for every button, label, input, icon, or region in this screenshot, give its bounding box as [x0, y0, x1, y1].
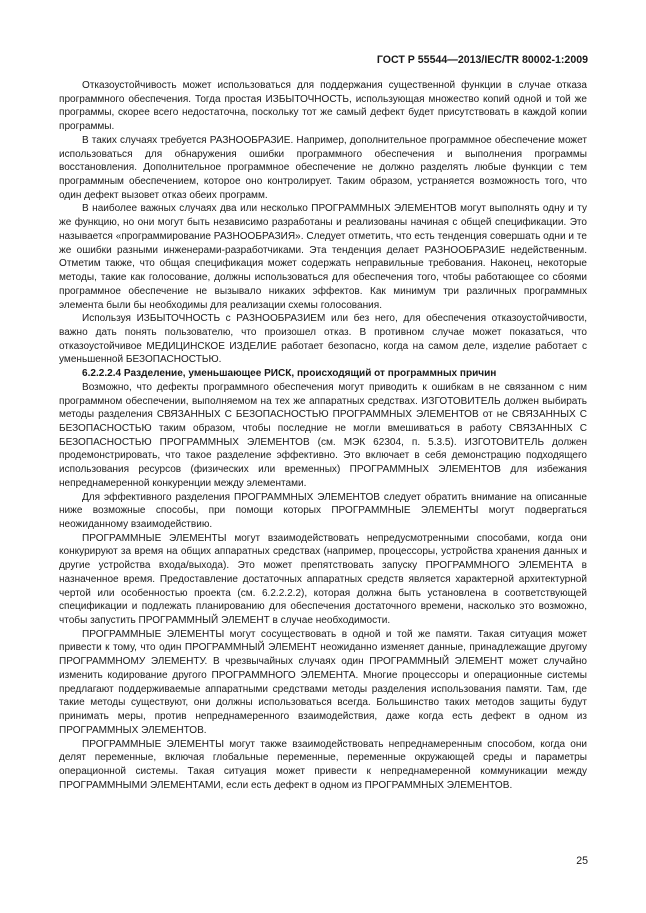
paragraph: Используя ИЗБЫТОЧНОСТЬ с РАЗНООБРАЗИЕМ или без него, для обеспечения отказоустойчивости, важно дать понять пользователю, что произошел отказ. В противном случае может показаться, что отказоустойчивое МЕДИЦИНСКОЕ ИЗДЕЛИЕ работает безопасно, когда на самом деле, изделие работает с уменьшенной БЕЗОПАСНОСТЬЮ. [59, 313, 587, 366]
section-heading: 6.2.2.2.4 Разделение, уменьшающее РИСК, происходящий от программных причин [82, 368, 497, 380]
paragraph: Для эффективного разделения ПРОГРАММНЫХ ЭЛЕМЕНТОВ следует обратить внимание на описанные ниже возможные способы, при помощи которых ПРОГРАММНЫЕ ЭЛЕМЕНТЫ могут подвергаться неожиданному взаимодействию. [59, 491, 587, 530]
paragraph: ПРОГРАММНЫЕ ЭЛЕМЕНТЫ могут сосуществовать в одной и той же памяти. Такая ситуация может привести к тому, что один ПРОГРАММНЫЙ ЭЛЕМЕНТ неожиданно изменяет данные, принадлежащие другому ПРОГРАММНОМУ ЭЛЕМЕНТУ. В чрезвычайных случаях один ПРОГРАММНЫЙ ЭЛЕМЕНТ может случайно изменить кодирование другого ПРОГРАММНОГО ЭЛЕМЕНТА. Многие процессоры и операционные системы предлагают поддерживаемые аппаратными средствами методы разделения использования памяти. Там, где такие методы существуют, они должны использоваться всегда. Большинство таких методов защиты будут принимать меры, против непреднамеренного взаимодействия, даже когда есть дефект в одном из ПРОГРАММНЫХ ЭЛЕМЕНТОВ. [59, 628, 587, 736]
paragraph: В наиболее важных случаях два или несколько ПРОГРАММНЫХ ЭЛЕМЕНТОВ могут выполнять одну и ту же функцию, но они могут быть независимо разработаны и реализованы начиная с общей спецификации. Это называется «программирование РАЗНООБРАЗИЯ». Следует отметить, что есть тенденция совершать одни и те же ошибки разными инженерами-разработчиками. Эта тенденция делает РАЗНООБРАЗИЕ недейственным. Отметим также, что общая спецификация может содержать неправильные требования. Наконец, некоторые методы, такие как голосование, должны использоваться для обеспечения того, чтобы работающее со сбоями программное обеспечение не вызывало никаких эффектов. Как минимум три различных программных элемента были бы необходимы для реализации схемы голосования. [59, 203, 587, 311]
paragraph: Отказоустойчивость может использоваться для поддержания существенной функции в случае отказа программного обеспечения. Тогда простая ИЗБЫТОЧНОСТЬ, использующая множество копий одной и той же программы, скорее всего недостаточна, поскольку тот же самый дефект будет присутствовать в каждой копии программы. [59, 80, 587, 133]
paragraph: ПРОГРАММНЫЕ ЭЛЕМЕНТЫ могут также взаимодействовать непреднамеренным способом, когда они делят переменные, включая глобальные переменные, переменные окружающей среды и параметры операционной системы. Такая ситуация может привести к непреднамеренной коммуникации между ПРОГРАММНЫМИ ЭЛЕМЕНТАМИ, если есть дефект в одном из ПРОГРАММНЫХ ЭЛЕМЕНТОВ. [59, 738, 587, 791]
document-body [59, 79, 587, 792]
standard-header: ГОСТ Р 55544—2013/IEC/TR 80002-1:2009 [376, 54, 588, 66]
paragraph: В таких случаях требуется РАЗНООБРАЗИЕ. Например, дополнительное программное обеспечение может использоваться для обнаружения ошибки программного обеспечения и выполнения программы восстановления. Дополнительное программное обеспечение не должно разделять любые функции с тем программным обеспечением, которое оно контролирует. Таким образом, устраняется возможность того, что один дефект вызовет отказ обеих программ. [59, 134, 587, 201]
page-number: 25 [576, 855, 588, 867]
paragraph: ПРОГРАММНЫЕ ЭЛЕМЕНТЫ могут взаимодействовать непредусмотренными способами, когда они конкурируют за время на общих аппаратных средствах (например, процессоры, устройства хранения данных и другие устройства входа/выхода). Это может препятствовать запуску ПРОГРАММНОГО ЭЛЕМЕНТА в назначенное время. Предоставление достаточных аппаратных средств является характерной архитектурной чертой или особенностью проекта (см. 6.2.2.2.2), которая должна быть установлена в соответствующей спецификации и подлежать планированию для обеспечения достаточного времени, насколько это возможно, чтобы запустить ПРОГРАММНЫЙ ЭЛЕМЕНТ в случае необходимости. [59, 532, 587, 627]
paragraph: Возможно, что дефекты программного обеспечения могут приводить к ошибкам в не связанном с ним программном обеспечении, выполняемом на тех же аппаратных средствах. ИЗГОТОВИТЕЛЬ должен выбирать методы разделения СВЯЗАННЫХ С БЕЗОПАСНОСТЬЮ ПРОГРАММНЫХ ЭЛЕМЕНТОВ от не СВЯЗАННЫХ С БЕЗОПАСНОСТЬЮ таким образом, чтобы последние не могли вмешиваться в работу СВЯЗАННЫХ С БЕЗОПАСНОСТЬЮ ПРОГРАММНЫХ ЭЛЕМЕНТОВ (см. МЭК 62304, п. 5.3.5). ИЗГОТОВИТЕЛЬ должен продемонстрировать, что такое разделение эффективно. Это включает в себя демонстрацию подходящего использования ресурсов (физических или временных) ПРОГРАММНЫХ ЭЛЕМЕНТОВ для избежания непреднамеренной конкуренции между элементами. [59, 381, 587, 489]
